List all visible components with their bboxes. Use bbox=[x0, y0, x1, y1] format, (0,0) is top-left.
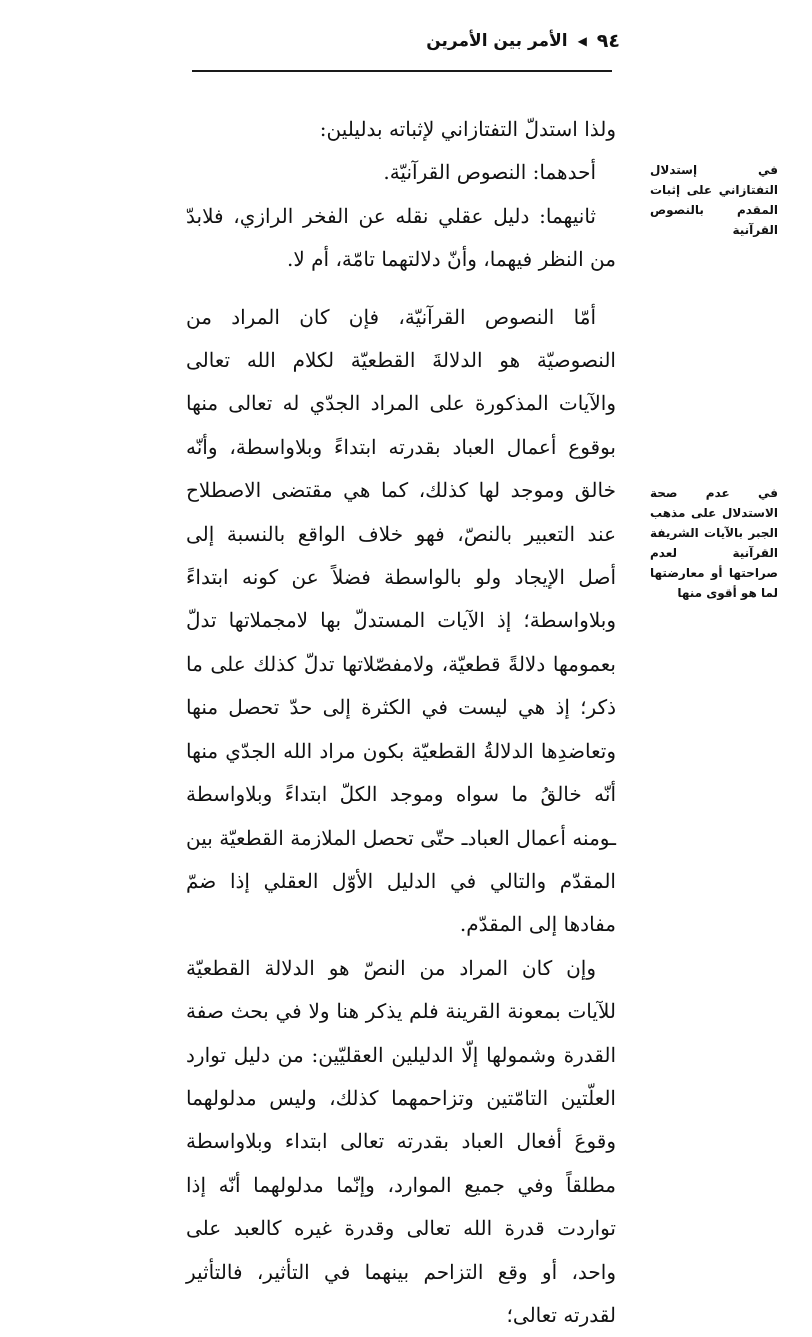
body-text bbox=[186, 108, 616, 1337]
paragraph: ثانيهما: دليل عقلي نقله عن الفخر الرازي، فلابدّ من النظر فيهما، وأنّ دلالتهما تامّة، أم لا. bbox=[186, 203, 616, 272]
paragraph: أمّا النصوص القرآنيّة، فإن كان المراد من النصوصيّة هو الدلالةَ القطعيّة لكلام الله تعالى والآيات المذكورة على المراد الجدّي له تعالى منها بوقوع أعمال العباد بقدرته ابتداءً وبلاواسطة، وأنّه خالق وموجد لها كذلك، كما هي مقتضى الاصطلاح عند التعبير بالنصّ، فهو خلاف الواقع بالنسبة إلى أصل الإيجاد ولو بالواسطة فضلاً عن كونه ابتداءً وبلاواسطة؛ إذ الآيات المستدلّ بها لامجملاتها تدلّ بعمومها دلالةً قطعيّة، ولامفصّلاتها تدلّ كذلك على ما ذكر؛ إذ هي ليست في الكثرة إلى حدّ تحصل منها وتعاضدِها الدلالةُ القطعيّة بكون مراد الله الجدّي منها أنّه خالقُ ما سواه وموجد الكلّ ابتداءً وبلاواسطة ـومنه أعمال العبادـ حتّى تحصل الملازمة القطعيّة بين المقدّم والتالي في الدليل الأوّل العقلي إذا ضمّ مفادها إلى المقدّم. bbox=[186, 304, 616, 937]
triangle-marker-icon: ◀ bbox=[577, 34, 587, 48]
header-rule bbox=[192, 70, 612, 72]
paragraph: وإن كان المراد من النصّ هو الدلالة القطعيّة للآيات بمعونة القرينة فلم يذكر هنا ولا في بحث صفة القدرة وشمولها إلّا الدليلين العقليّين: من دليل توارد العلّتين التامّتين وتزاحمهما كذلك، وليس مدلولهما وقوعَ أفعال العباد بقدرته تعالى ابتداء وبلاواسطة مطلقاً وفي جميع الموارد، وإنّما مدلولهما أنّه إذا تواردت قدرة الله تعالى وقدرة غيره كالعبد على واحد، أو وقع التزاحم بينهما في التأثير، فالتأثير لقدرته تعالى؛ bbox=[186, 955, 616, 1327]
paragraph: ولذا استدلّ التفتازاني لإثباته بدليلين: bbox=[319, 117, 616, 141]
page-number: ٩٤ bbox=[596, 30, 620, 52]
paragraph: أحدهما: النصوص القرآنيّة. bbox=[383, 160, 596, 185]
page-header bbox=[200, 30, 620, 70]
margin-note: في عدم صحة الاستدلال على مذهب الجبر بالآيات الشريفة القرآنية لعدم صراحتها أو معارضتها لما هو أقوى منها bbox=[650, 486, 778, 600]
running-title: الأمر بين الأمرين bbox=[426, 31, 568, 51]
margin-note: في إستدلال التفتازاني على إثبات المقدم بالنصوص القرآنية bbox=[650, 163, 778, 237]
